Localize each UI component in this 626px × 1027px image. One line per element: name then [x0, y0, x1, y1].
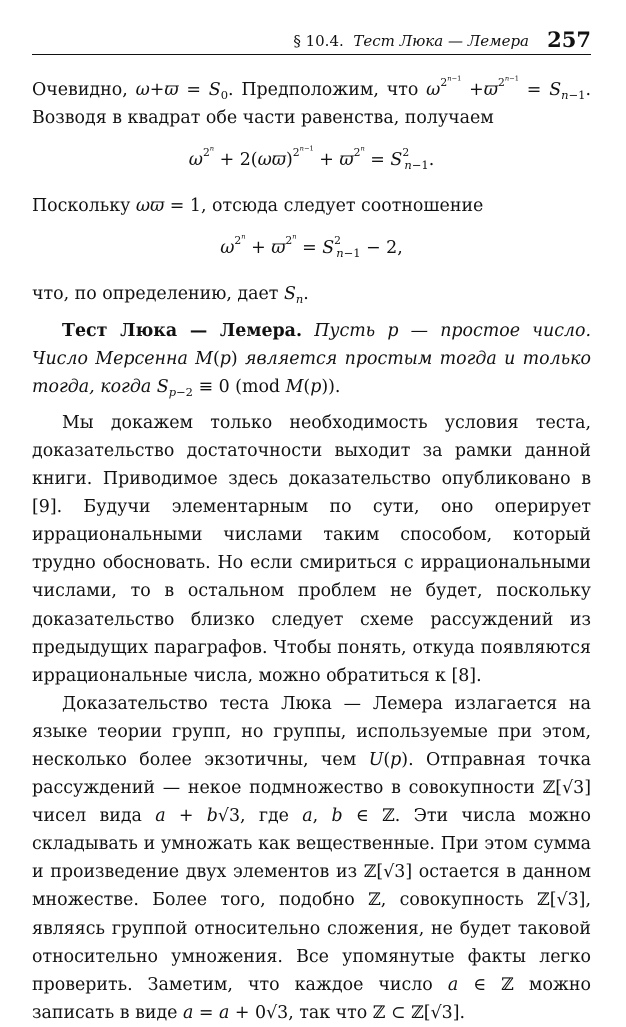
theorem-title: Тест Люка — Лемера.: [62, 320, 303, 341]
equation-2: $\omega^{2^n} + ϖ^{2^n} = S^2_{n-1} - 2$,: [220, 232, 403, 261]
paragraph-2: Поскольку ωϖ = 1, отсюда следует соотношение: [32, 196, 484, 217]
paragraph-4: Мы докажем только необходимость условия теста, доказательство достаточности выходит за рамки данной книги. Приводимое здесь доказательство опубликовано в [9]. Будучи элементарным по сути, оно оперирует иррациональными числами таким способом, который трудно обосновать. Но если смириться с иррациональными числами, то в остальном проблем не будет, поскольку доказательство близко следует схеме рассуждений из предыдущих параграфов. Чтобы понять, откуда появляются иррациональные числа, можно обратиться к [8].: [32, 412, 591, 686]
running-header: [32, 28, 591, 55]
paragraph-1: Очевидно, $\omega+ϖ = S_0$. Предположим, что $\omega^{2^{n-1}} +ϖ^{2^{n-1}} = S_{n-1}$. Возводя в квадрат обе части равенства, получаем: [32, 74, 591, 129]
paragraph-5: Доказательство теста Люка — Лемера излагается на языке теории групп, но группы, используемые при этом, несколько более экзотичны, чем U(p). Отправная точка рассуждений — некое подмножество в совокупности ℤ[√3] чисел вида a + b√3, где a, b ∈ ℤ. Эти числа можно складывать и умножать как вещественные. При этом сумма и произведение двух элементов из ℤ[√3] остается в данном множестве. Более того, подобно ℤ, совокупность ℤ[√3], являясь группой относительно сложения, не будет таковой относительно умножения. Все упомянутые факты легко проверить. Заметим, что каждое число a ∈ ℤ можно записать в виде a = a + 0√3, так что ℤ ⊂ ℤ[√3].: [32, 693, 591, 1023]
equation-1: $\omega^{2^n} + 2(\omega ϖ)^{2^{n-1}} + ϖ^{2^n} = S^2_{n-1}$.: [188, 144, 435, 173]
theorem-statement: Тест Люка — Лемера. Пусть p — простое число. Число Мерсенна M(p) является простым тогда и только тогда, когда $S_{p-2} \equiv 0$ (mod M(p)).: [32, 320, 592, 399]
page-body: [32, 76, 591, 1027]
paragraph-3: что, по определению, дает $S_n$.: [32, 284, 309, 307]
running-header-section: § 10.4. Тест Люка — Лемера: [293, 32, 529, 50]
page-number: 257: [547, 27, 591, 52]
